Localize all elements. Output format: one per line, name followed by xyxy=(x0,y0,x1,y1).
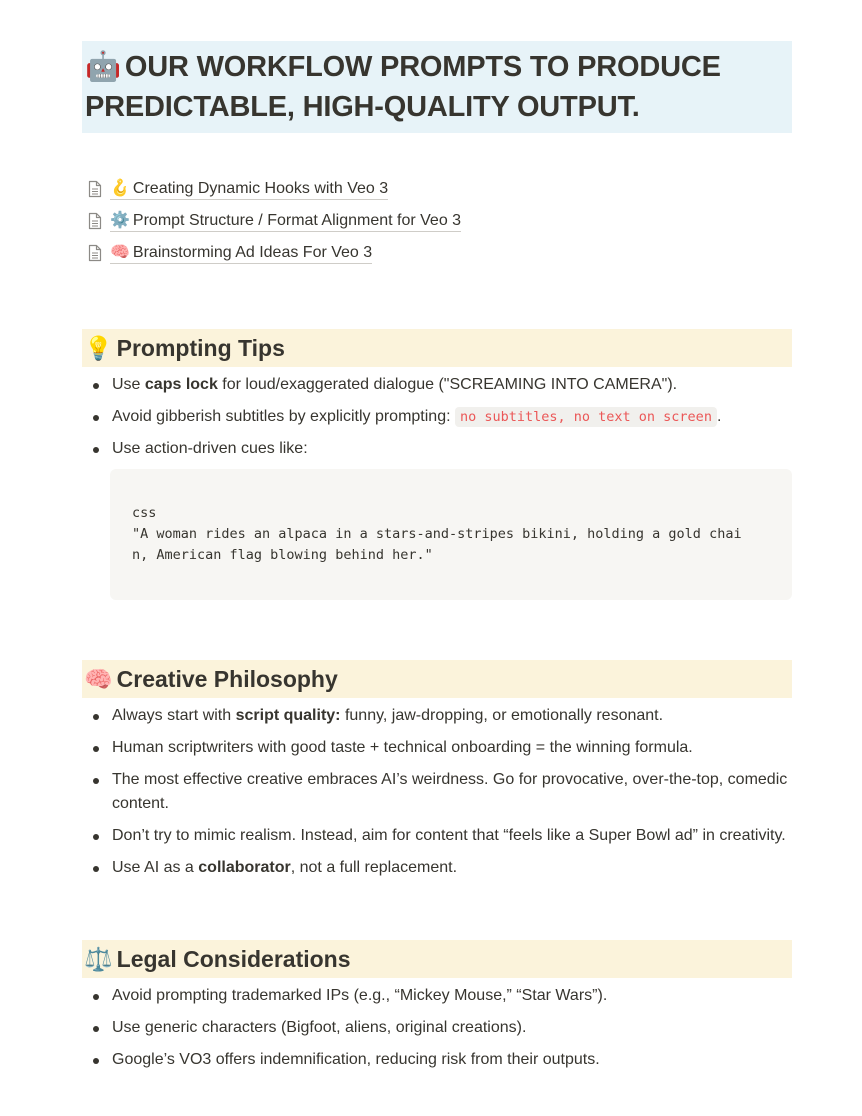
code-language: css xyxy=(132,505,157,521)
bullet-list xyxy=(82,704,792,880)
section-creative-philosophy xyxy=(82,660,792,880)
list-item: Avoid prompting trademarked IPs (e.g., “Mickey Mouse,” “Star Wars”). xyxy=(82,984,792,1008)
section-heading: 💡 Prompting Tips xyxy=(82,329,792,367)
code-block[interactable] xyxy=(110,469,792,600)
subpage-link-label[interactable]: 🪝 Creating Dynamic Hooks with Veo 3 xyxy=(110,179,388,200)
list-item: Human scriptwriters with good taste + technical onboarding = the winning formula. xyxy=(82,736,792,760)
page-title-text: OUR WORKFLOW PROMPTS TO PRODUCE PREDICTABLE, HIGH-QUALITY OUTPUT. xyxy=(85,51,721,123)
section-heading: ⚖️ Legal Considerations xyxy=(82,940,792,978)
page-icon xyxy=(87,212,103,230)
page xyxy=(82,41,792,1080)
list-item: Google’s VO3 offers indemnification, reducing risk from their outputs. xyxy=(82,1048,792,1072)
list-item: Don’t try to mimic realism. Instead, aim for content that “feels like a Super Bowl ad” in creativity. xyxy=(82,824,792,848)
bullet-list xyxy=(82,984,792,1072)
hook-icon: 🪝 xyxy=(110,179,130,197)
code-content: "A woman rides an alpaca in a stars-and-stripes bikini, holding a gold chain, American flag blowing behind her." xyxy=(132,526,742,563)
robot-icon: 🤖 xyxy=(85,51,121,83)
subpage-link-label[interactable]: ⚙️ Prompt Structure / Format Alignment for Veo 3 xyxy=(110,211,461,232)
inline-code: no subtitles, no text on screen xyxy=(455,407,717,427)
subpage-link-prompt-structure[interactable] xyxy=(82,205,792,237)
section-heading: 🧠 Creative Philosophy xyxy=(82,660,792,698)
subpage-link-brainstorming[interactable] xyxy=(82,237,792,269)
list-item: Use generic characters (Bigfoot, aliens, original creations). xyxy=(82,1016,792,1040)
list-item: Use caps lock for loud/exaggerated dialogue ("SCREAMING INTO CAMERA"). xyxy=(82,373,792,397)
brain-icon: 🧠 xyxy=(110,243,130,261)
list-item: Always start with script quality: funny, jaw-dropping, or emotionally resonant. xyxy=(82,704,792,728)
brain-icon: 🧠 xyxy=(84,666,113,692)
page-icon xyxy=(87,244,103,262)
list-item: Use AI as a collaborator, not a full replacement. xyxy=(82,856,792,880)
subpage-link-label[interactable]: 🧠 Brainstorming Ad Ideas For Veo 3 xyxy=(110,243,372,264)
list-item: The most effective creative embraces AI’s weirdness. Go for provocative, over-the-top, comedic content. xyxy=(82,768,792,816)
lightbulb-icon: 💡 xyxy=(84,335,113,361)
subpage-links xyxy=(82,173,792,269)
bullet-list xyxy=(82,373,792,461)
scales-icon: ⚖️ xyxy=(84,946,113,972)
subpage-link-hooks[interactable] xyxy=(82,173,792,205)
page-icon xyxy=(87,180,103,198)
section-legal-considerations xyxy=(82,940,792,1072)
page-title xyxy=(82,41,792,133)
list-item: Use action-driven cues like: xyxy=(82,437,792,461)
list-item: Avoid gibberish subtitles by explicitly prompting: no subtitles, no text on screen . xyxy=(82,405,792,429)
gear-icon: ⚙️ xyxy=(110,211,130,229)
section-prompting-tips xyxy=(82,329,792,600)
